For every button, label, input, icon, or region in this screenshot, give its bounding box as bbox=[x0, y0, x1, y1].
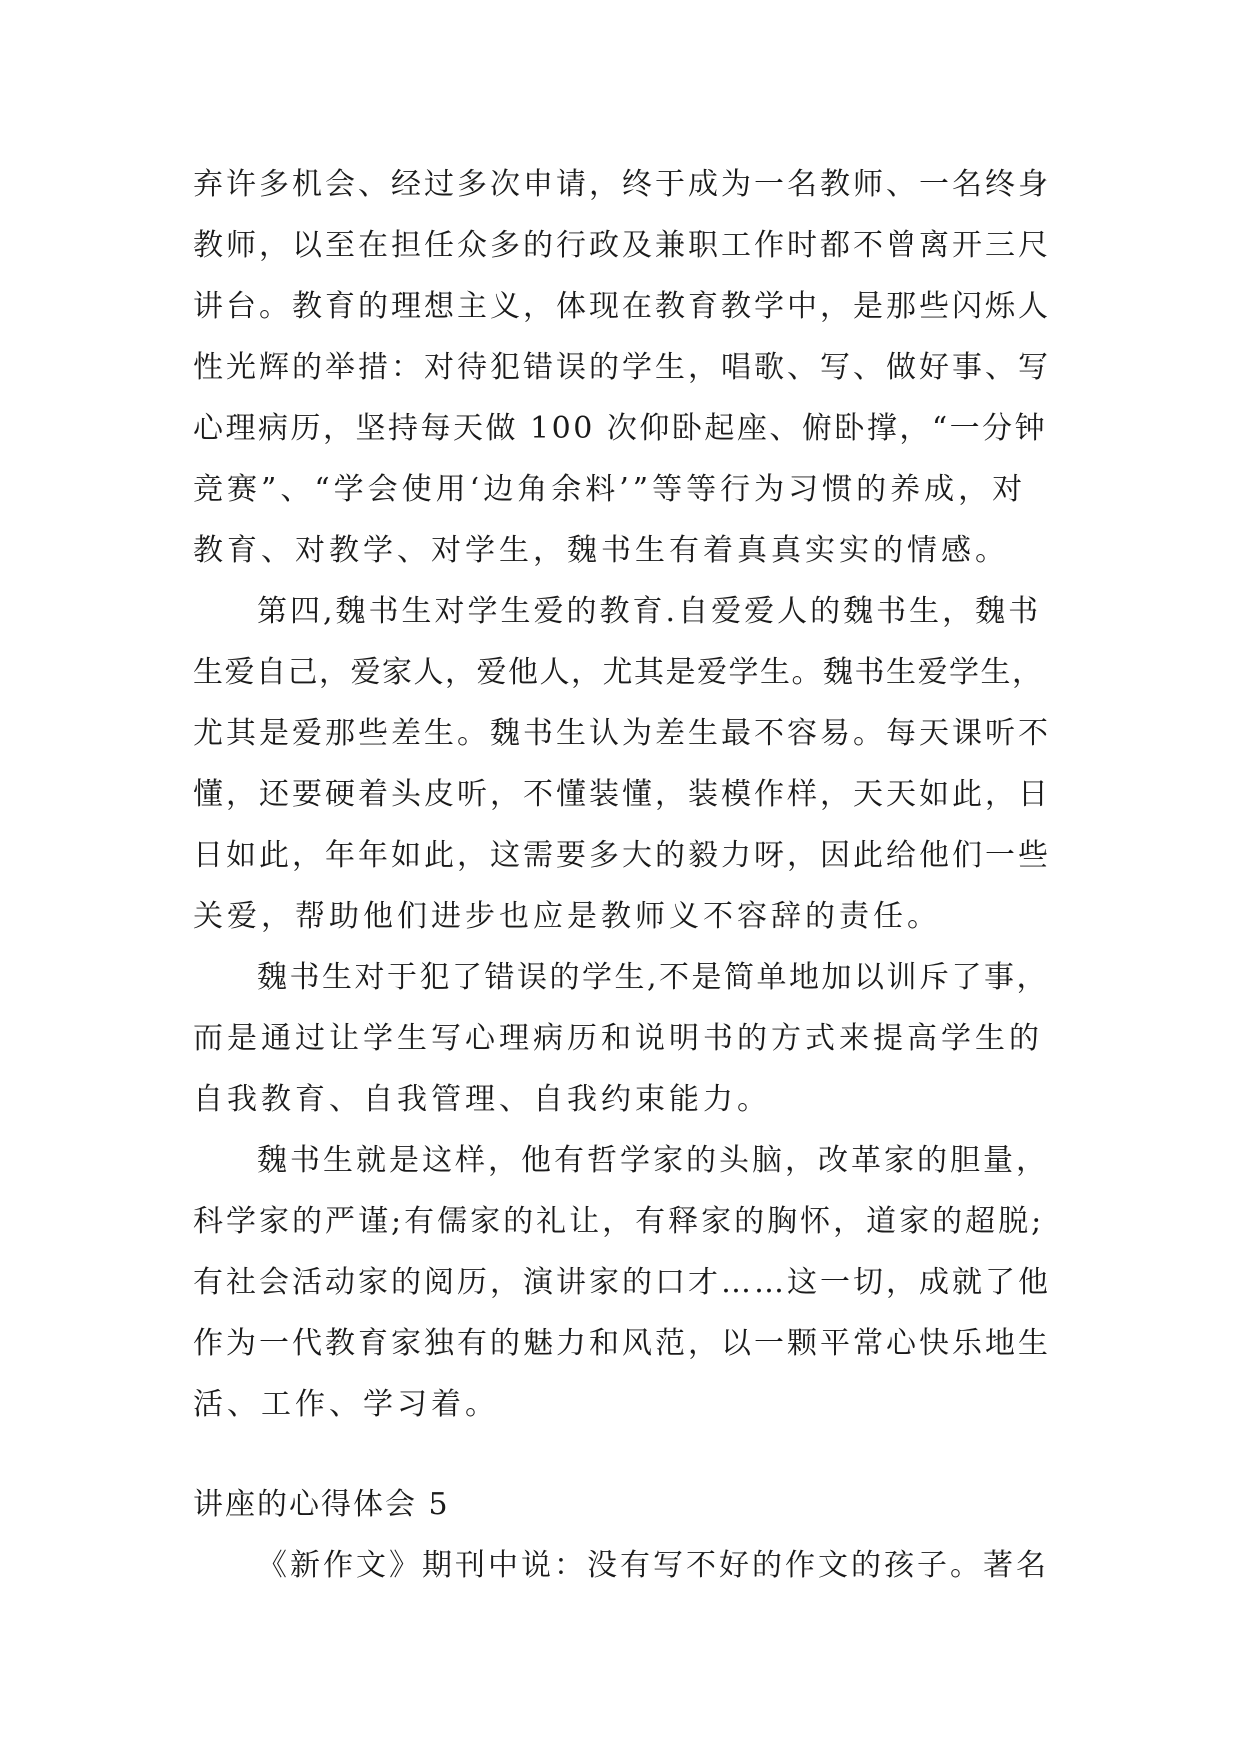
text-line: 《新作文》期刊中说：没有写不好的作文的孩子。著名 bbox=[257, 1548, 1049, 1583]
text-line: 自我教育、自我管理、自我约束能力。 bbox=[193, 1082, 771, 1117]
text-line: 弃许多机会、经过多次申请，终于成为一名教师、一名终身 bbox=[193, 167, 1051, 202]
text-line: 尤其是爱那些差生。魏书生认为差生最不容易。每天课听不 bbox=[193, 716, 1051, 751]
text-line: 竞赛”、“学会使用‘边角余料’”等等行为习惯的养成，对 bbox=[193, 472, 1027, 507]
text-line: 作为一代教育家独有的魅力和风范，以一颗平常心快乐地生 bbox=[193, 1326, 1051, 1361]
section-heading: 讲座的心得体会 5 bbox=[193, 1487, 450, 1522]
text-line: 活、工作、学习着。 bbox=[193, 1387, 499, 1422]
text-line: 魏书生对于犯了错误的学生,不是简单地加以训斥了事， bbox=[257, 960, 1050, 995]
text-line: 教育、对教学、对学生，魏书生有着真真实实的情感。 bbox=[193, 533, 1009, 568]
text-line: 第四,魏书生对学生爱的教育.自爱爱人的魏书生，魏书 bbox=[257, 594, 1042, 629]
text-line: 生爱自己，爱家人，爱他人，尤其是爱学生。魏书生爱学生， bbox=[193, 655, 1044, 690]
text-line: 关爱，帮助他们进步也应是教师义不容辞的责任。 bbox=[193, 899, 941, 934]
text-line: 科学家的严谨;有儒家的礼让，有释家的胸怀，道家的超脱; bbox=[193, 1204, 1045, 1239]
text-line: 性光辉的举措：对待犯错误的学生，唱歌、写、做好事、写 bbox=[193, 350, 1051, 385]
text-line: 教师，以至在担任众多的行政及兼职工作时都不曾离开三尺 bbox=[193, 228, 1051, 263]
text-line: 日如此，年年如此，这需要多大的毅力呀，因此给他们一些 bbox=[193, 838, 1051, 873]
text-line: 魏书生就是这样，他有哲学家的头脑，改革家的胆量， bbox=[257, 1143, 1049, 1178]
text-line: 有社会活动家的阅历，演讲家的口才……这一切，成就了他 bbox=[193, 1265, 1051, 1300]
text-line: 心理病历，坚持每天做 100 次仰卧起座、俯卧撑，“一分钟 bbox=[193, 411, 1048, 446]
text-line: 而是通过让学生写心理病历和说明书的方式来提高学生的 bbox=[193, 1021, 1043, 1056]
text-line: 懂，还要硬着头皮听，不懂装懂，装模作样，天天如此，日 bbox=[193, 777, 1051, 812]
text-line: 讲台。教育的理想主义，体现在教育教学中，是那些闪烁人 bbox=[193, 289, 1051, 324]
